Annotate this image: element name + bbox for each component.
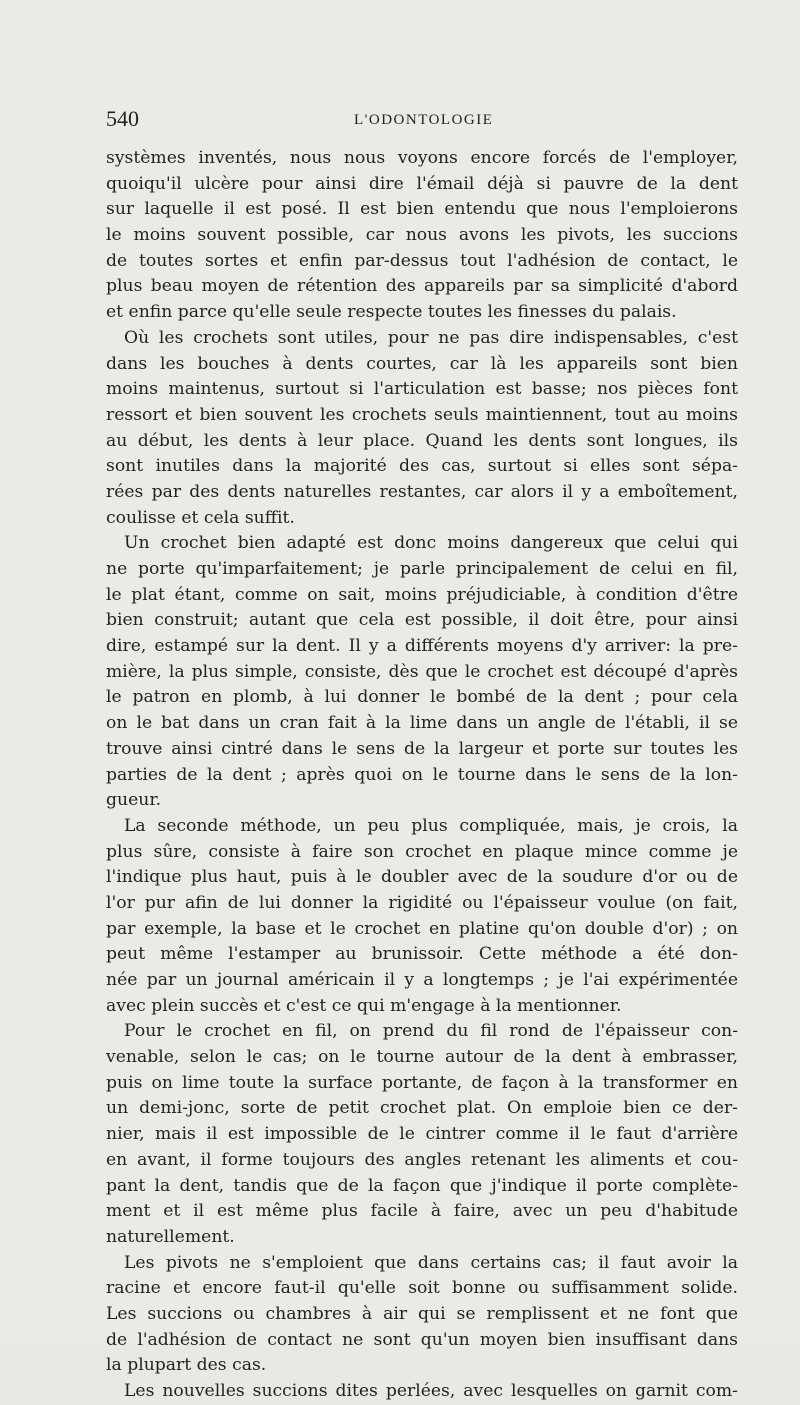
page-number: 540 xyxy=(106,106,139,131)
text-line: sur laquelle il est posé. Il est bien entendu que nous l'emploierons xyxy=(106,199,738,220)
text-line: racine et encore faut-il qu'elle soit bonne ou suffisamment solide. xyxy=(106,1278,738,1299)
text-line: mière, la plus simple, consiste, dès que le crochet est découpé d'après xyxy=(106,661,738,682)
text-line: un demi-jonc, sorte de petit crochet plat. On emploie bien ce der- xyxy=(106,1098,738,1119)
text-line: ment et il est même plus facile à faire, avec un peu d'habitude xyxy=(106,1201,738,1222)
text-line: parties de la dent ; après quoi on le tourne dans le sens de la lon- xyxy=(106,764,738,785)
running-title: L'ODONTOLOGIE xyxy=(354,112,494,128)
text-line: pant la dent, tandis que de la façon que j'indique il porte complète- xyxy=(106,1175,738,1196)
text-line: plus beau moyen de rétention des appareils par sa simplicité d'abord xyxy=(106,276,738,297)
text-line: sont inutiles dans la majorité des cas, surtout si elles sont sépa- xyxy=(106,456,738,477)
text-line: coulisse et cela suffit. xyxy=(106,507,295,528)
text-line: dans les bouches à dents courtes, car là les appareils sont bien xyxy=(106,353,738,374)
text-line: au début, les dents à leur place. Quand les dents sont longues, ils xyxy=(106,430,738,451)
text-line: Un crochet bien adapté est donc moins dangereux que celui qui xyxy=(124,533,738,554)
text-line: l'or pur afin de lui donner la rigidité ou l'épaisseur voulue (on fait, xyxy=(106,892,738,913)
text-line: Où les crochets sont utiles, pour ne pas dire indispensables, c'est xyxy=(124,327,738,348)
text-line: le moins souvent possible, car nous avons les pivots, les succions xyxy=(106,225,738,246)
text-line: ressort et bien souvent les crochets seuls maintiennent, tout au moins xyxy=(106,404,738,425)
text-line: Les succions ou chambres à air qui se remplissent et ne font que xyxy=(106,1303,738,1324)
text-line: peut même l'estamper au brunissoir. Cette méthode a été don- xyxy=(106,944,738,965)
text-line: quoiqu'il ulcère pour ainsi dire l'émail déjà si pauvre de la dent xyxy=(106,173,738,194)
text-line: nier, mais il est impossible de le cintrer comme il le faut d'arrière xyxy=(106,1124,738,1145)
text-line: Les pivots ne s'emploient que dans certains cas; il faut avoir la xyxy=(124,1252,738,1273)
text-line: la plupart des cas. xyxy=(106,1355,267,1376)
text-line: La seconde méthode, un peu plus compliquée, mais, je crois, la xyxy=(124,815,738,836)
text-line: rées par des dents naturelles restantes, car alors il y a emboîtement, xyxy=(106,481,738,502)
text-line: gueur. xyxy=(106,790,162,811)
text-line: venable, selon le cas; on le tourne autour de la dent à embrasser, xyxy=(106,1047,738,1068)
text-line: en avant, il forme toujours des angles retenant les aliments et cou- xyxy=(106,1149,738,1170)
text-line: moins maintenus, surtout si l'articulation est basse; nos pièces font xyxy=(106,379,738,400)
text-line: ne porte qu'imparfaitement; je parle principalement de celui en fil, xyxy=(106,559,738,579)
text-line: Pour le crochet en fil, on prend du fil rond de l'épaisseur con- xyxy=(124,1021,738,1042)
text-line: bien construit; autant que cela est possible, il doit être, pour ainsi xyxy=(106,610,738,631)
text-line: par exemple, la base et le crochet en platine qu'on double d'or) ; on xyxy=(106,918,738,939)
text-line: et enfin parce qu'elle seule respecte toutes les finesses du palais. xyxy=(106,302,677,323)
text-line: plus sûre, consiste à faire son crochet en plaque mince comme je xyxy=(106,841,738,862)
text-line: de toutes sortes et enfin par-dessus tout l'adhésion de contact, le xyxy=(106,250,738,271)
text-line: Les nouvelles succions dites perlées, avec lesquelles on garnit com- xyxy=(124,1381,738,1401)
text-line: l'indique plus haut, puis à le doubler avec de la soudure d'or ou de xyxy=(106,867,738,888)
text-line: avec plein succès et c'est ce qui m'engage à la mentionner. xyxy=(106,995,622,1016)
text-line: naturellement. xyxy=(106,1226,235,1247)
running-head xyxy=(106,106,738,132)
text-line: le patron en plomb, à lui donner le bombé de la dent ; pour cela xyxy=(106,687,738,708)
text-line: le plat étant, comme on sait, moins préjudiciable, à condition d'être xyxy=(106,584,738,605)
body-text xyxy=(106,146,738,1405)
text-line: puis on lime toute la surface portante, de façon à la transformer en xyxy=(106,1072,738,1093)
text-line: trouve ainsi cintré dans le sens de la largeur et porte sur toutes les xyxy=(106,738,738,759)
text-line: née par un journal américain il y a longtemps ; je l'ai expérimentée xyxy=(106,970,738,990)
text-line: de l'adhésion de contact ne sont qu'un moyen bien insuffisant dans xyxy=(106,1329,738,1350)
text-line: dire, estampé sur la dent. Il y a différents moyens d'y arriver: la pre- xyxy=(106,636,738,657)
text-line: systèmes inventés, nous nous voyons encore forcés de l'employer, xyxy=(106,148,738,168)
text-line: on le bat dans un cran fait à la lime dans un angle de l'établi, il se xyxy=(106,713,738,734)
